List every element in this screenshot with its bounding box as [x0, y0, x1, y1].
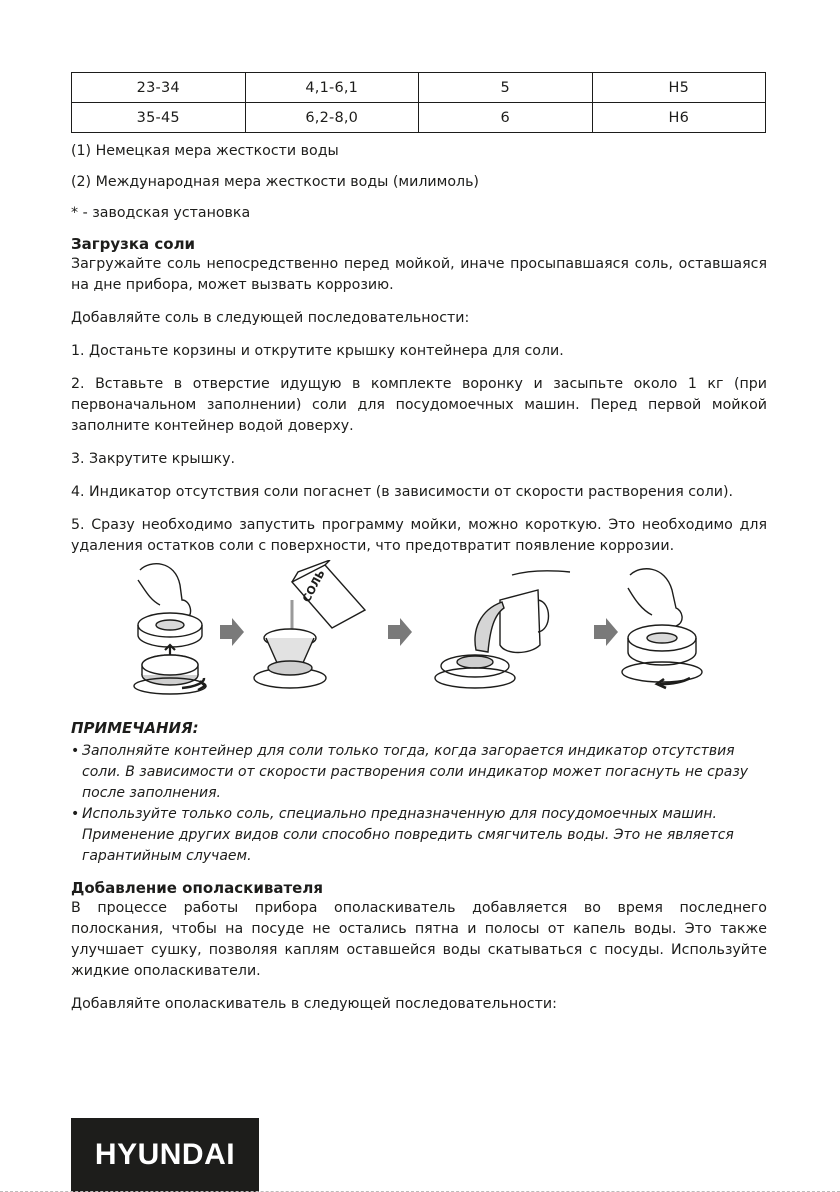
bullet: •	[71, 806, 80, 822]
upper-content	[71, 72, 767, 557]
table-cell: H6	[592, 103, 766, 133]
salt-step-1: 1. Достаньте корзины и открутите крышку контейнера для соли.	[71, 343, 564, 359]
table-cell: 23-34	[72, 73, 246, 103]
salt-loading-illustration	[120, 560, 760, 700]
hand-screw-cap-icon	[622, 569, 702, 688]
bullet: •	[71, 743, 80, 759]
notes-block	[71, 718, 767, 867]
hand-unscrew-cap-icon	[134, 564, 206, 694]
arrow-right-icon	[220, 618, 244, 646]
note-text: Заполняйте контейнер для соли только тогда, когда загорается индикатор отсутствия соли. В зависимости от скорости растворения соли индикатор может погаснуть не сразу после заполнения.	[82, 743, 749, 801]
footnote-german: (1) Немецкая мера жесткости воды	[71, 143, 339, 159]
brand-logo	[71, 1118, 259, 1192]
footnote-international: (2) Международная мера жесткости воды (милимоль)	[71, 174, 479, 190]
table-cell: H5	[592, 73, 766, 103]
rinse-intro: В процессе работы прибора ополаскиватель добавляется во время последнего полоскания, чтобы на посуде не остались пятна и полосы от капель воды. Это также улучшает сушку, позволяя каплям оставшейся воды скатываться с посуды. Используйте жидкие ополаскиватели.	[71, 900, 767, 979]
rinse-aid-section	[71, 878, 767, 1015]
note-text: Используйте только соль, специально предназначенную для посудомоечных машин. Применение других видов соли способно повредить смягчитель воды. Это не является гарантийным случаем.	[82, 806, 734, 864]
table-cell: 4,1-6,1	[245, 73, 419, 103]
table-cell: 5	[419, 73, 593, 103]
salt-step-4: 4. Индикатор отсутствия соли погаснет (в зависимости от скорости растворения соли).	[71, 484, 734, 500]
arrow-right-icon	[388, 618, 412, 646]
water-jug-pour-icon	[435, 571, 570, 688]
notes-list	[71, 741, 767, 867]
table-row	[72, 103, 766, 133]
table-cell: 6,2-8,0	[245, 103, 419, 133]
rinse-heading: Добавление ополаскивателя	[71, 879, 323, 897]
notes-heading: ПРИМЕЧАНИЯ:	[71, 719, 199, 737]
salt-step-2: 2. Вставьте в отверстие идущую в комплекте воронку и засыпьте около 1 кг (при первоначальном заполнении) соли для посудомоечных машин. Перед первой мойкой заполните контейнер водой доверху.	[71, 376, 767, 434]
table-cell: 6	[419, 103, 593, 133]
water-hardness-table	[71, 72, 766, 133]
rinse-sequence-intro: Добавляйте ополаскиватель в следующей последовательности:	[71, 996, 557, 1012]
arrow-right-icon	[594, 618, 618, 646]
table-cell: 35-45	[72, 103, 246, 133]
footnote-factory: * - заводская установка	[71, 205, 251, 221]
list-item	[71, 741, 767, 804]
salt-step-3: 3. Закрутите крышку.	[71, 451, 236, 467]
salt-sequence-intro: Добавляйте соль в следующей последовательности:	[71, 310, 470, 326]
salt-intro: Загружайте соль непосредственно перед мойкой, иначе просыпавшаяся соль, оставшаяся на дне прибора, может вызвать коррозию.	[71, 256, 767, 293]
logo-text: HYUNDAI	[94, 1138, 236, 1171]
table-row	[72, 73, 766, 103]
salt-pack-label: СОЛЬ	[299, 567, 328, 605]
salt-funnel-icon	[254, 560, 365, 688]
list-item	[71, 804, 767, 867]
salt-step-5: 5. Сразу необходимо запустить программу мойки, можно короткую. Это необходимо для удаления остатков соли с поверхности, что предотвратит появление коррозии.	[71, 517, 767, 554]
page-edge-divider	[0, 1188, 840, 1192]
salt-heading: Загрузка соли	[71, 235, 196, 253]
